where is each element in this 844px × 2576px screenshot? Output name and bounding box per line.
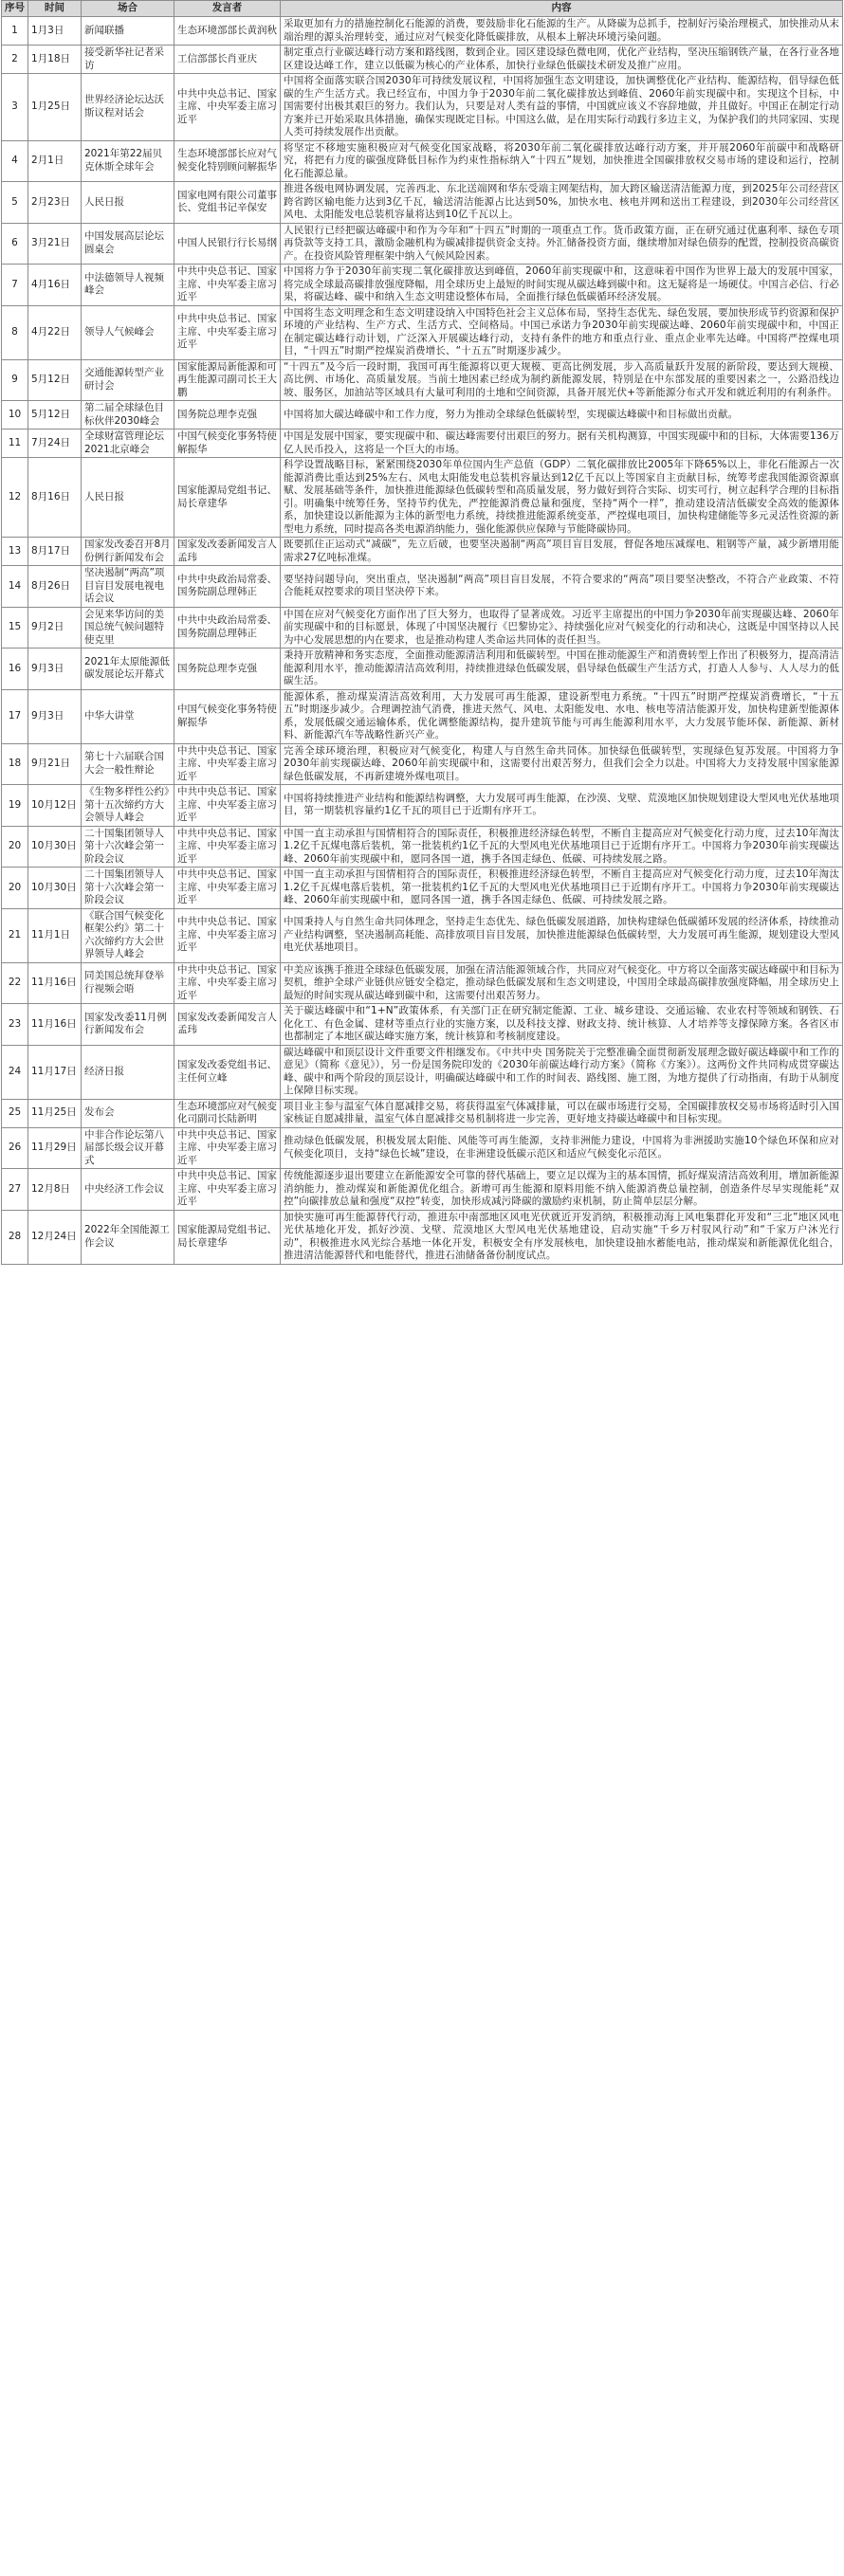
cell-speaker: 中共中央总书记、国家主席、中央军委主席习近平 bbox=[174, 1127, 281, 1169]
table-row bbox=[2, 689, 843, 743]
cell-content: 中国将全面落实联合国2030年可持续发展议程，中国将加强生态文明建设，加快调整优化产业结构、能源结构，倡导绿色低碳的生产生活方式。我已经宣布，中国力争于2030年前二氧化碳排放达到峰值、2060年前实现碳中和。实现这个目标，中国需要付出极其艰巨的努力。我们认为，只要是对人类有益的事情，中国就应该义不容辞地做，并且做好。中国正在制定行动方案并已开始采取具体措施，确保实现既定目标。中国这么做，是在用实际行动践行多边主义，为保护我们的共同家园、实现人类可持续发展作出贡献。 bbox=[281, 74, 843, 141]
cell-venue: 2021年太原能源低碳发展论坛开幕式 bbox=[82, 649, 174, 690]
cell-content: 完善全球环境治理，积极应对气候变化，构建人与自然生命共同体。加快绿色低碳转型，实现绿色复苏发展。中国将力争2030年前实现碳达峰、2060年前实现碳中和，这需要付出艰苦努力，但我们会全力以赴。中国将大力支持发展中国家能源绿色低碳发展，不再新建境外煤电项目。 bbox=[281, 743, 843, 785]
cell-venue: 二十国集团领导人第十六次峰会第一阶段会议 bbox=[82, 868, 174, 909]
cell-date: 10月12日 bbox=[28, 785, 82, 827]
table-row bbox=[2, 962, 843, 1004]
table-row bbox=[2, 265, 843, 306]
table-row bbox=[2, 607, 843, 649]
table-row bbox=[2, 826, 843, 868]
cell-content: 中国一直主动承担与国情相符合的国际责任，积极推进经济绿色转型，不断自主提高应对气候变化行动力度，过去10年淘汰1.2亿千瓦煤电落后装机，第一批装机约1亿千瓦的大型风电光伏基地项目已于近期有序开工。中国将力争2030年前实现碳达峰、2060年前实现碳中和，愿同各国一道，携手各国走绿色、低碳、可持续发展之路。 bbox=[281, 826, 843, 868]
table-row bbox=[2, 538, 843, 566]
cell-date: 8月17日 bbox=[28, 538, 82, 566]
cell-venue: 国家发改委召开8月份例行新闻发布会 bbox=[82, 538, 174, 566]
cell-date: 1月3日 bbox=[28, 17, 82, 46]
cell-date: 8月16日 bbox=[28, 458, 82, 538]
cell-date: 11月1日 bbox=[28, 908, 82, 962]
table-row bbox=[2, 1210, 843, 1264]
cell-no: 2 bbox=[2, 46, 28, 74]
cell-content: 中美应该携手推进全球绿色低碳发展，加强在清洁能源领域合作，共同应对气候变化。中方将以全面落实碳达峰碳中和目标为契机，维护全球产业链供应链安全稳定，推动绿色低碳发展和生态文明建设，中国用全球最高碳排放强度降幅，用全球历史上最短的时间实现从碳达峰到碳中和，这需要付出艰苦努力。 bbox=[281, 962, 843, 1004]
cell-speaker: 中共中央总书记、国家主席、中央军委主席习近平 bbox=[174, 305, 281, 359]
cell-speaker: 中共中央总书记、国家主席、中央军委主席习近平 bbox=[174, 868, 281, 909]
cell-speaker: 中共中央总书记、国家主席、中央军委主席习近平 bbox=[174, 1169, 281, 1211]
cell-content: 中国将持续推进产业结构和能源结构调整，大力发展可再生能源，在沙漠、戈壁、荒漠地区加快规划建设大型风电光伏基地项目，第一期装机容量约1亿千瓦的项目已于近期有序开工。 bbox=[281, 785, 843, 827]
cell-venue: 中法德领导人视频峰会 bbox=[82, 265, 174, 306]
cell-content: 传统能源逐步退出要建立在新能源安全可靠的替代基础上，要立足以煤为主的基本国情，抓好煤炭清洁高效利用，增加新能源消纳能力，推动煤炭和新能源优化组合。新增可再生能源和原料用能不纳入能源消费总量控制，创造条件尽早实现能耗“双控”向碳排放总量和强度“双控”转变，加快形成减污降碳的激励约束机制，防止简单层层分解。 bbox=[281, 1169, 843, 1211]
cell-venue: 中华大讲堂 bbox=[82, 689, 174, 743]
cell-date: 11月25日 bbox=[28, 1099, 82, 1127]
cell-content: 将坚定不移地实施积极应对气候变化国家战略，将2030年前二氧化碳排放达峰行动方案，并开展2060年前碳中和战略研究，将把有力度的碳强度降低目标作为约束性指标纳入“十四五”规划，加快推进全国碳排放权交易市场的建设和运行，控制化石能源总量。 bbox=[281, 140, 843, 182]
cell-content: 中国一直主动承担与国情相符合的国际责任，积极推进经济绿色转型，不断自主提高应对气候变化行动力度，过去10年淘汰1.2亿千瓦煤电落后装机，第一批装机约1亿千瓦的大型风电光伏基地项目已于近期有序开工。中国将力争2030年前实现碳达峰、2060年前实现碳中和，愿同各国一道，携手各国走绿色、低碳、可持续发展之路。 bbox=[281, 868, 843, 909]
cell-date: 1月18日 bbox=[28, 46, 82, 74]
table-row bbox=[2, 1169, 843, 1211]
cell-speaker: 中国气候变化事务特使解振华 bbox=[174, 689, 281, 743]
table-row bbox=[2, 17, 843, 46]
cell-speaker: 中共中央总书记、国家主席、中央军委主席习近平 bbox=[174, 743, 281, 785]
cell-content: 采取更加有力的措施控制化石能源的消费，要鼓励非化石能源的生产。从降碳为总抓手，控制好污染治理模式，加快推动从末端治理的源头治理转变，通过应对气候变化降低碳排放，从根本上解决环境污染问题。 bbox=[281, 17, 843, 46]
cell-content: 推动绿色低碳发展，积极发展太阳能、风能等可再生能源，支持非洲能力建设，中国将为非洲援助实施10个绿色环保和应对气候变化项目，支持“绿色长城”建设，在非洲建设低碳示范区和适应气候变化示范区。 bbox=[281, 1127, 843, 1169]
cell-date: 5月12日 bbox=[28, 401, 82, 429]
cell-content: 推进各级电网协调发展，完善西北、东北送端网和华东受端主网架结构，加大跨区输送清洁能源力度，到2025年公司经营区跨省跨区输电能力达到3亿千瓦，输送清洁能源占比达到50%，加快水电、核电并网和送出工程建设，到2030年公司经营区风电、太阳能发电总装机容量将达到10亿千瓦以上。 bbox=[281, 182, 843, 224]
cell-content: 中国将加大碳达峰碳中和工作力度，努力为推动全球绿色低碳转型，实现碳达峰碳中和目标做出贡献。 bbox=[281, 401, 843, 429]
cell-date: 11月16日 bbox=[28, 962, 82, 1004]
cell-no: 6 bbox=[2, 223, 28, 265]
cell-date: 12月24日 bbox=[28, 1210, 82, 1264]
table-row bbox=[2, 649, 843, 690]
cell-speaker: 中共中央总书记、国家主席、中央军委主席习近平 bbox=[174, 785, 281, 827]
cell-speaker: 国家发改委党组书记、主任何立峰 bbox=[174, 1045, 281, 1099]
cell-venue: 同美国总统拜登举行视频会晤 bbox=[82, 962, 174, 1004]
cell-speaker: 工信部部长肖亚庆 bbox=[174, 46, 281, 74]
table-row bbox=[2, 429, 843, 458]
cell-venue: 2021年第22届贝克休斯全球年会 bbox=[82, 140, 174, 182]
cell-venue: 会见来华访问的美国总统气候问题特使克里 bbox=[82, 607, 174, 649]
speech-table bbox=[1, 0, 843, 1265]
cell-no: 22 bbox=[2, 962, 28, 1004]
cell-no: 12 bbox=[2, 458, 28, 538]
cell-date: 5月12日 bbox=[28, 359, 82, 401]
cell-date: 4月22日 bbox=[28, 305, 82, 359]
table-row bbox=[2, 785, 843, 827]
cell-date: 9月21日 bbox=[28, 743, 82, 785]
table-row bbox=[2, 223, 843, 265]
cell-no: 17 bbox=[2, 689, 28, 743]
table-row bbox=[2, 359, 843, 401]
cell-speaker: 中共中央政治局常委、国务院副总理韩正 bbox=[174, 607, 281, 649]
table-row bbox=[2, 46, 843, 74]
header-speaker: 发言者 bbox=[174, 1, 281, 17]
cell-content: 关于碳达峰碳中和“1+N”政策体系，有关部门正在研究制定能源、工业、城乡建设、交通运输、农业农村等领域和钢铁、石化化工、有色金属、建材等重点行业的实施方案，以及科技支撑、财政支持、统计核算、人才培养等支撑保障方案。各省区市也都制定了本地区碳达峰实施方案，统计核算和考核制度建设。 bbox=[281, 1004, 843, 1046]
cell-speaker: 中国气候变化事务特使解振华 bbox=[174, 429, 281, 458]
cell-content: 中国将生态文明理念和生态文明建设纳入中国特色社会主义总体布局，坚持生态优先、绿色发展，要加快形成节约资源和保护环境的产业结构、生产方式、生活方式、空间格局。中国已承诺力争2030年前实现碳达峰、2060年前实现碳中和，中国正在制定碳达峰行动计划，广泛深入开展碳达峰行动，支持有条件的地方和重点行业、重点企业率先达峰。中国将严控煤电项目，“十四五”时期严控煤炭消费增长、“十五五”时期逐步减少。 bbox=[281, 305, 843, 359]
cell-date: 9月3日 bbox=[28, 649, 82, 690]
header-date: 时间 bbox=[28, 1, 82, 17]
cell-content: 人民银行已经把碳达峰碳中和作为今年和“十四五”时期的一项重点工作。货币政策方面，正在研究通过优惠利率、绿色专项再贷款等支持工具，激励金融机构为碳减排提供资金支持。外汇储备投资方面，继续增加对绿色债券的配置，控制投资高碳资产。在投资风险管理框架中纳入气候风险因素。 bbox=[281, 223, 843, 265]
table-row bbox=[2, 401, 843, 429]
cell-venue: 领导人气候峰会 bbox=[82, 305, 174, 359]
cell-no: 10 bbox=[2, 401, 28, 429]
cell-speaker: 国家能源局党组书记、局长章建华 bbox=[174, 458, 281, 538]
cell-content: 中国在应对气候变化方面作出了巨大努力，也取得了显著成效。习近平主席提出的中国力争2030年前实现碳达峰、2060年前实现碳中和的目标愿景，体现了中国坚决履行《巴黎协定》、持续强化应对气候变化的行动和决心，这既是中国坚持以人民为中心发展思想的内在要求，也是推动构建人类命运共同体的责任担当。 bbox=[281, 607, 843, 649]
cell-no: 7 bbox=[2, 265, 28, 306]
table-row bbox=[2, 1127, 843, 1169]
cell-venue: 二十国集团领导人第十六次峰会第一阶段会议 bbox=[82, 826, 174, 868]
cell-no: 26 bbox=[2, 1127, 28, 1169]
cell-no: 13 bbox=[2, 538, 28, 566]
cell-venue: 世界经济论坛达沃斯议程对话会 bbox=[82, 74, 174, 141]
header-content: 内容 bbox=[281, 1, 843, 17]
cell-content: 中国是发展中国家，要实现碳中和、碳达峰需要付出艰巨的努力。据有关机构测算，中国实现碳中和的目标，大体需要136万亿人民币投入，这将是一个巨大的市场。 bbox=[281, 429, 843, 458]
table-row bbox=[2, 305, 843, 359]
table-row bbox=[2, 743, 843, 785]
cell-content: 科学设置战略目标，紧紧围绕2030年单位国内生产总值（GDP）二氧化碳排放比2005年下降65%以上，非化石能源占一次能源消费比重达到25%左右、风电太阳能发电总装机容量达到12亿千瓦以上等国家自主贡献目标，统筹考虑我国能源资源禀赋、发展基础等条件，加快推进能源绿色低碳转型和高质量发展，努力做好到符合实际、切实可行，树立起科学合理的目标指引。明确集中统筹任务，坚持节约优先，严控能源消费总量和强度，坚持“两个一样”，推动建设清洁低碳安全高效的能源体系，加快建设以新能源为主体的新型电力系统，持续推进能源系统变革，严控煤电项目，加快构建储能等多元灵活性资源的新型电力系统，同时提高各类电源消纳能力，强化能源供应保障与节能降碳协同。 bbox=[281, 458, 843, 538]
cell-no: 15 bbox=[2, 607, 28, 649]
cell-venue: 第二届全球绿色目标伙伴2030峰会 bbox=[82, 401, 174, 429]
table-row bbox=[2, 140, 843, 182]
table-row bbox=[2, 1045, 843, 1099]
cell-content: 能源体系，推动煤炭清洁高效利用，大力发展可再生能源，建设新型电力系统。“十四五”时期严控煤炭消费增长，“十五五”时期逐步减少。合理调控油气消费，推进天然气、风电、太阳能发电、水电、核电等清洁能源开发，加快构建新型能源体系，发展低碳交通运输体系，优化调整能源结构，提升建筑节能与可再生能源利用水平，大力发展节能环保、新能源、新材料、新能源汽车等战略性新兴产业。 bbox=[281, 689, 843, 743]
cell-date: 7月24日 bbox=[28, 429, 82, 458]
cell-no: 19 bbox=[2, 785, 28, 827]
cell-speaker: 生态环境部部长黄润秋 bbox=[174, 17, 281, 46]
cell-no: 23 bbox=[2, 1004, 28, 1046]
cell-no: 20 bbox=[2, 826, 28, 868]
cell-venue: 第七十六届联合国大会一般性辩论 bbox=[82, 743, 174, 785]
cell-speaker: 国家电网有限公司董事长、党组书记辛保安 bbox=[174, 182, 281, 224]
cell-no: 3 bbox=[2, 74, 28, 141]
cell-speaker: 国家能源局党组书记、局长章建华 bbox=[174, 1210, 281, 1264]
cell-speaker: 中共中央总书记、国家主席、中央军委主席习近平 bbox=[174, 908, 281, 962]
cell-no: 11 bbox=[2, 429, 28, 458]
cell-date: 1月25日 bbox=[28, 74, 82, 141]
table-body bbox=[2, 17, 843, 1265]
cell-speaker: 国务院总理李克强 bbox=[174, 401, 281, 429]
cell-content: “十四五”及今后一段时期，我国可再生能源将以更大规模、更高比例发展，步入高质量跃升发展的新阶段，要达到大规模、高比例、市场化、高质量发展。当前土地因素已经成为制约新能源发展，特别是在中东部发展的重要因素之一，公路沿线边坡、服务区，加油站等区域具有大量可利用的土地和空间资源，具备开展光伏+等新能源分布式开发和就近利用的有利条件。 bbox=[281, 359, 843, 401]
cell-speaker: 中共中央总书记、国家主席、中央军委主席习近平 bbox=[174, 74, 281, 141]
cell-speaker: 生态环境部部长应对气候变化特别顾问解振华 bbox=[174, 140, 281, 182]
cell-date: 11月29日 bbox=[28, 1127, 82, 1169]
cell-date: 3月21日 bbox=[28, 223, 82, 265]
cell-no: 14 bbox=[2, 566, 28, 608]
header-row bbox=[2, 1, 843, 17]
cell-speaker: 中共中央总书记、国家主席、中央军委主席习近平 bbox=[174, 265, 281, 306]
table-row bbox=[2, 1004, 843, 1046]
cell-no: 4 bbox=[2, 140, 28, 182]
cell-speaker: 中共中央政治局常委、国务院副总理韩正 bbox=[174, 566, 281, 608]
cell-date: 4月16日 bbox=[28, 265, 82, 306]
table-row bbox=[2, 908, 843, 962]
cell-content: 碳达峰碳中和顶层设计文件重要文件相继发布。《中共中央 国务院关于完整准确全面贯彻新发展理念做好碳达峰碳中和工作的意见》（简称《意见》），另一份是国务院印发的《2030年前碳达峰行动方案》（简称《方案》）。这两份文件共同构成贯穿碳达峰、碳中和两个阶段的顶层设计，明确碳达峰碳中和工作的时间表、路线图、施工图，为地方提供了行动指南，有助于从制度上保障目标实现。 bbox=[281, 1045, 843, 1099]
cell-speaker: 国务院总理李克强 bbox=[174, 649, 281, 690]
cell-no: 21 bbox=[2, 908, 28, 962]
cell-venue: 国家发改委11月例行新闻发布会 bbox=[82, 1004, 174, 1046]
cell-venue: 交通能源转型产业研讨会 bbox=[82, 359, 174, 401]
cell-date: 10月30日 bbox=[28, 868, 82, 909]
cell-no: 28 bbox=[2, 1210, 28, 1264]
table-row bbox=[2, 566, 843, 608]
cell-date: 9月3日 bbox=[28, 689, 82, 743]
cell-content: 既要抓住正运动式“减碳”，先立后破，也要坚决遏制“两高”项目盲目发展，督促各地压减煤电、粗钢等产量，减少新增用能需求27亿吨标准煤。 bbox=[281, 538, 843, 566]
header-venue: 场合 bbox=[82, 1, 174, 17]
cell-venue: 中非合作论坛第八届部长级会议开幕式 bbox=[82, 1127, 174, 1169]
cell-date: 8月26日 bbox=[28, 566, 82, 608]
cell-date: 11月16日 bbox=[28, 1004, 82, 1046]
cell-venue: 坚决遏制“两高”项目盲目发展电视电话会议 bbox=[82, 566, 174, 608]
cell-venue: 人民日报 bbox=[82, 458, 174, 538]
cell-date: 9月2日 bbox=[28, 607, 82, 649]
cell-content: 加快实施可再生能源替代行动，推进东中南部地区风电光伏就近开发消纳，积极推动海上风电集群化开发和“三北”地区风电光伏基地化开发，抓好沙漠、戈壁、荒漠地区大型风电光伏基地建设，启动实施“千乡万村驭风行动”和“千家万户沐光行动”，积极推进水风光综合基地一体化开发，积极安全有序发展核电，加快建设抽水蓄能电站，推动煤炭和新能源优化组合，推进清洁能源替代和电能替代，推进石油储备备份制度试点。 bbox=[281, 1210, 843, 1264]
cell-speaker: 生态环境部应对气候变化司副司长陆新明 bbox=[174, 1099, 281, 1127]
cell-venue: 中国发展高层论坛圆桌会 bbox=[82, 223, 174, 265]
cell-no: 5 bbox=[2, 182, 28, 224]
page bbox=[1, 0, 843, 1265]
cell-date: 2月23日 bbox=[28, 182, 82, 224]
cell-venue: 接受新华社记者采访 bbox=[82, 46, 174, 74]
cell-venue: 经济日报 bbox=[82, 1045, 174, 1099]
cell-venue: 人民日报 bbox=[82, 182, 174, 224]
cell-venue: 新闻联播 bbox=[82, 17, 174, 46]
cell-speaker: 中共中央总书记、国家主席、中央军委主席习近平 bbox=[174, 826, 281, 868]
cell-date: 2月1日 bbox=[28, 140, 82, 182]
cell-no: 27 bbox=[2, 1169, 28, 1211]
cell-speaker: 中共中央总书记、国家主席、中央军委主席习近平 bbox=[174, 962, 281, 1004]
table-row bbox=[2, 868, 843, 909]
cell-venue: 中央经济工作会议 bbox=[82, 1169, 174, 1211]
header-no: 序号 bbox=[2, 1, 28, 17]
cell-speaker: 中国人民银行行长易纲 bbox=[174, 223, 281, 265]
cell-content: 要坚持问题导向，突出重点，坚决遏制“两高”项目盲目发展，不符合要求的“两高”项目要坚决整改，不符合产业政策、不符合能耗双控要求的项目坚决停下来。 bbox=[281, 566, 843, 608]
cell-no: 1 bbox=[2, 17, 28, 46]
cell-venue: 《联合国气候变化框架公约》第二十六次缔约方大会世界领导人峰会 bbox=[82, 908, 174, 962]
table-row bbox=[2, 182, 843, 224]
cell-date: 11月17日 bbox=[28, 1045, 82, 1099]
cell-speaker: 国家能源局新能源和可再生能源司副司长王大鹏 bbox=[174, 359, 281, 401]
cell-venue: 发布会 bbox=[82, 1099, 174, 1127]
cell-no: 20 bbox=[2, 868, 28, 909]
cell-content: 制定重点行业碳达峰行动方案和路线图，数到企业。园区建设绿色微电网，优化产业结构，坚决压缩钢铁产量，在各行业各地区建设达峰工作，建立以低碳为核心的产业体系，加快行业绿色低碳技术研发及推广应用。 bbox=[281, 46, 843, 74]
cell-content: 中国秉持人与自然生命共同体理念，坚持走生态优先、绿色低碳发展道路，加快构建绿色低碳循环发展的经济体系，持续推动产业结构调整，坚决遏制高耗能、高排放项目盲目发展，加快推进能源绿色低碳转型，大力发展可再生能源，规划建设大型风电光伏基地项目。 bbox=[281, 908, 843, 962]
cell-date: 10月30日 bbox=[28, 826, 82, 868]
cell-no: 16 bbox=[2, 649, 28, 690]
cell-no: 18 bbox=[2, 743, 28, 785]
cell-venue: 《生物多样性公约》第十五次缔约方大会领导人峰会 bbox=[82, 785, 174, 827]
cell-no: 8 bbox=[2, 305, 28, 359]
table-row bbox=[2, 458, 843, 538]
cell-content: 中国将力争于2030年前实现二氧化碳排放达到峰值，2060年前实现碳中和，这意味着中国作为世界上最大的发展中国家，将完成全球最高碳排放强度降幅，用全球历史上最短的时间实现从碳达峰到碳中和。这无疑将是一场硬仗。中国言必信、行必果，将碳达峰、碳中和纳入生态文明建设整体布局，全面推行绿色低碳循环经济发展。 bbox=[281, 265, 843, 306]
cell-venue: 2022年全国能源工作会议 bbox=[82, 1210, 174, 1264]
cell-date: 12月8日 bbox=[28, 1169, 82, 1211]
cell-venue: 全球财富管理论坛2021北京峰会 bbox=[82, 429, 174, 458]
cell-speaker: 国家发改委新闻发言人孟玮 bbox=[174, 1004, 281, 1046]
cell-no: 9 bbox=[2, 359, 28, 401]
cell-content: 项目业主参与温室气体自愿减排交易，将获得温室气体减排量，可以在碳市场进行交易，全国碳排放权交易市场将适时引入国家核证自愿减排量，温室气体自愿减排交易机制将进一步完善，更好地支持碳达峰碳中和目标实现。 bbox=[281, 1099, 843, 1127]
cell-content: 秉持开放精神和务实态度，全面推动能源清洁利用和低碳转型。中国在推动能源生产和消费转型上作出了积极努力，提高清洁能源利用水平，推动能源清洁高效利用，持续推进绿色低碳发展，倡导绿色低碳生产生活方式，打造人人参与、人人尽力的低碳生活。 bbox=[281, 649, 843, 690]
cell-speaker: 国家发改委新闻发言人孟玮 bbox=[174, 538, 281, 566]
table-row bbox=[2, 74, 843, 141]
cell-no: 24 bbox=[2, 1045, 28, 1099]
table-row bbox=[2, 1099, 843, 1127]
cell-no: 25 bbox=[2, 1099, 28, 1127]
